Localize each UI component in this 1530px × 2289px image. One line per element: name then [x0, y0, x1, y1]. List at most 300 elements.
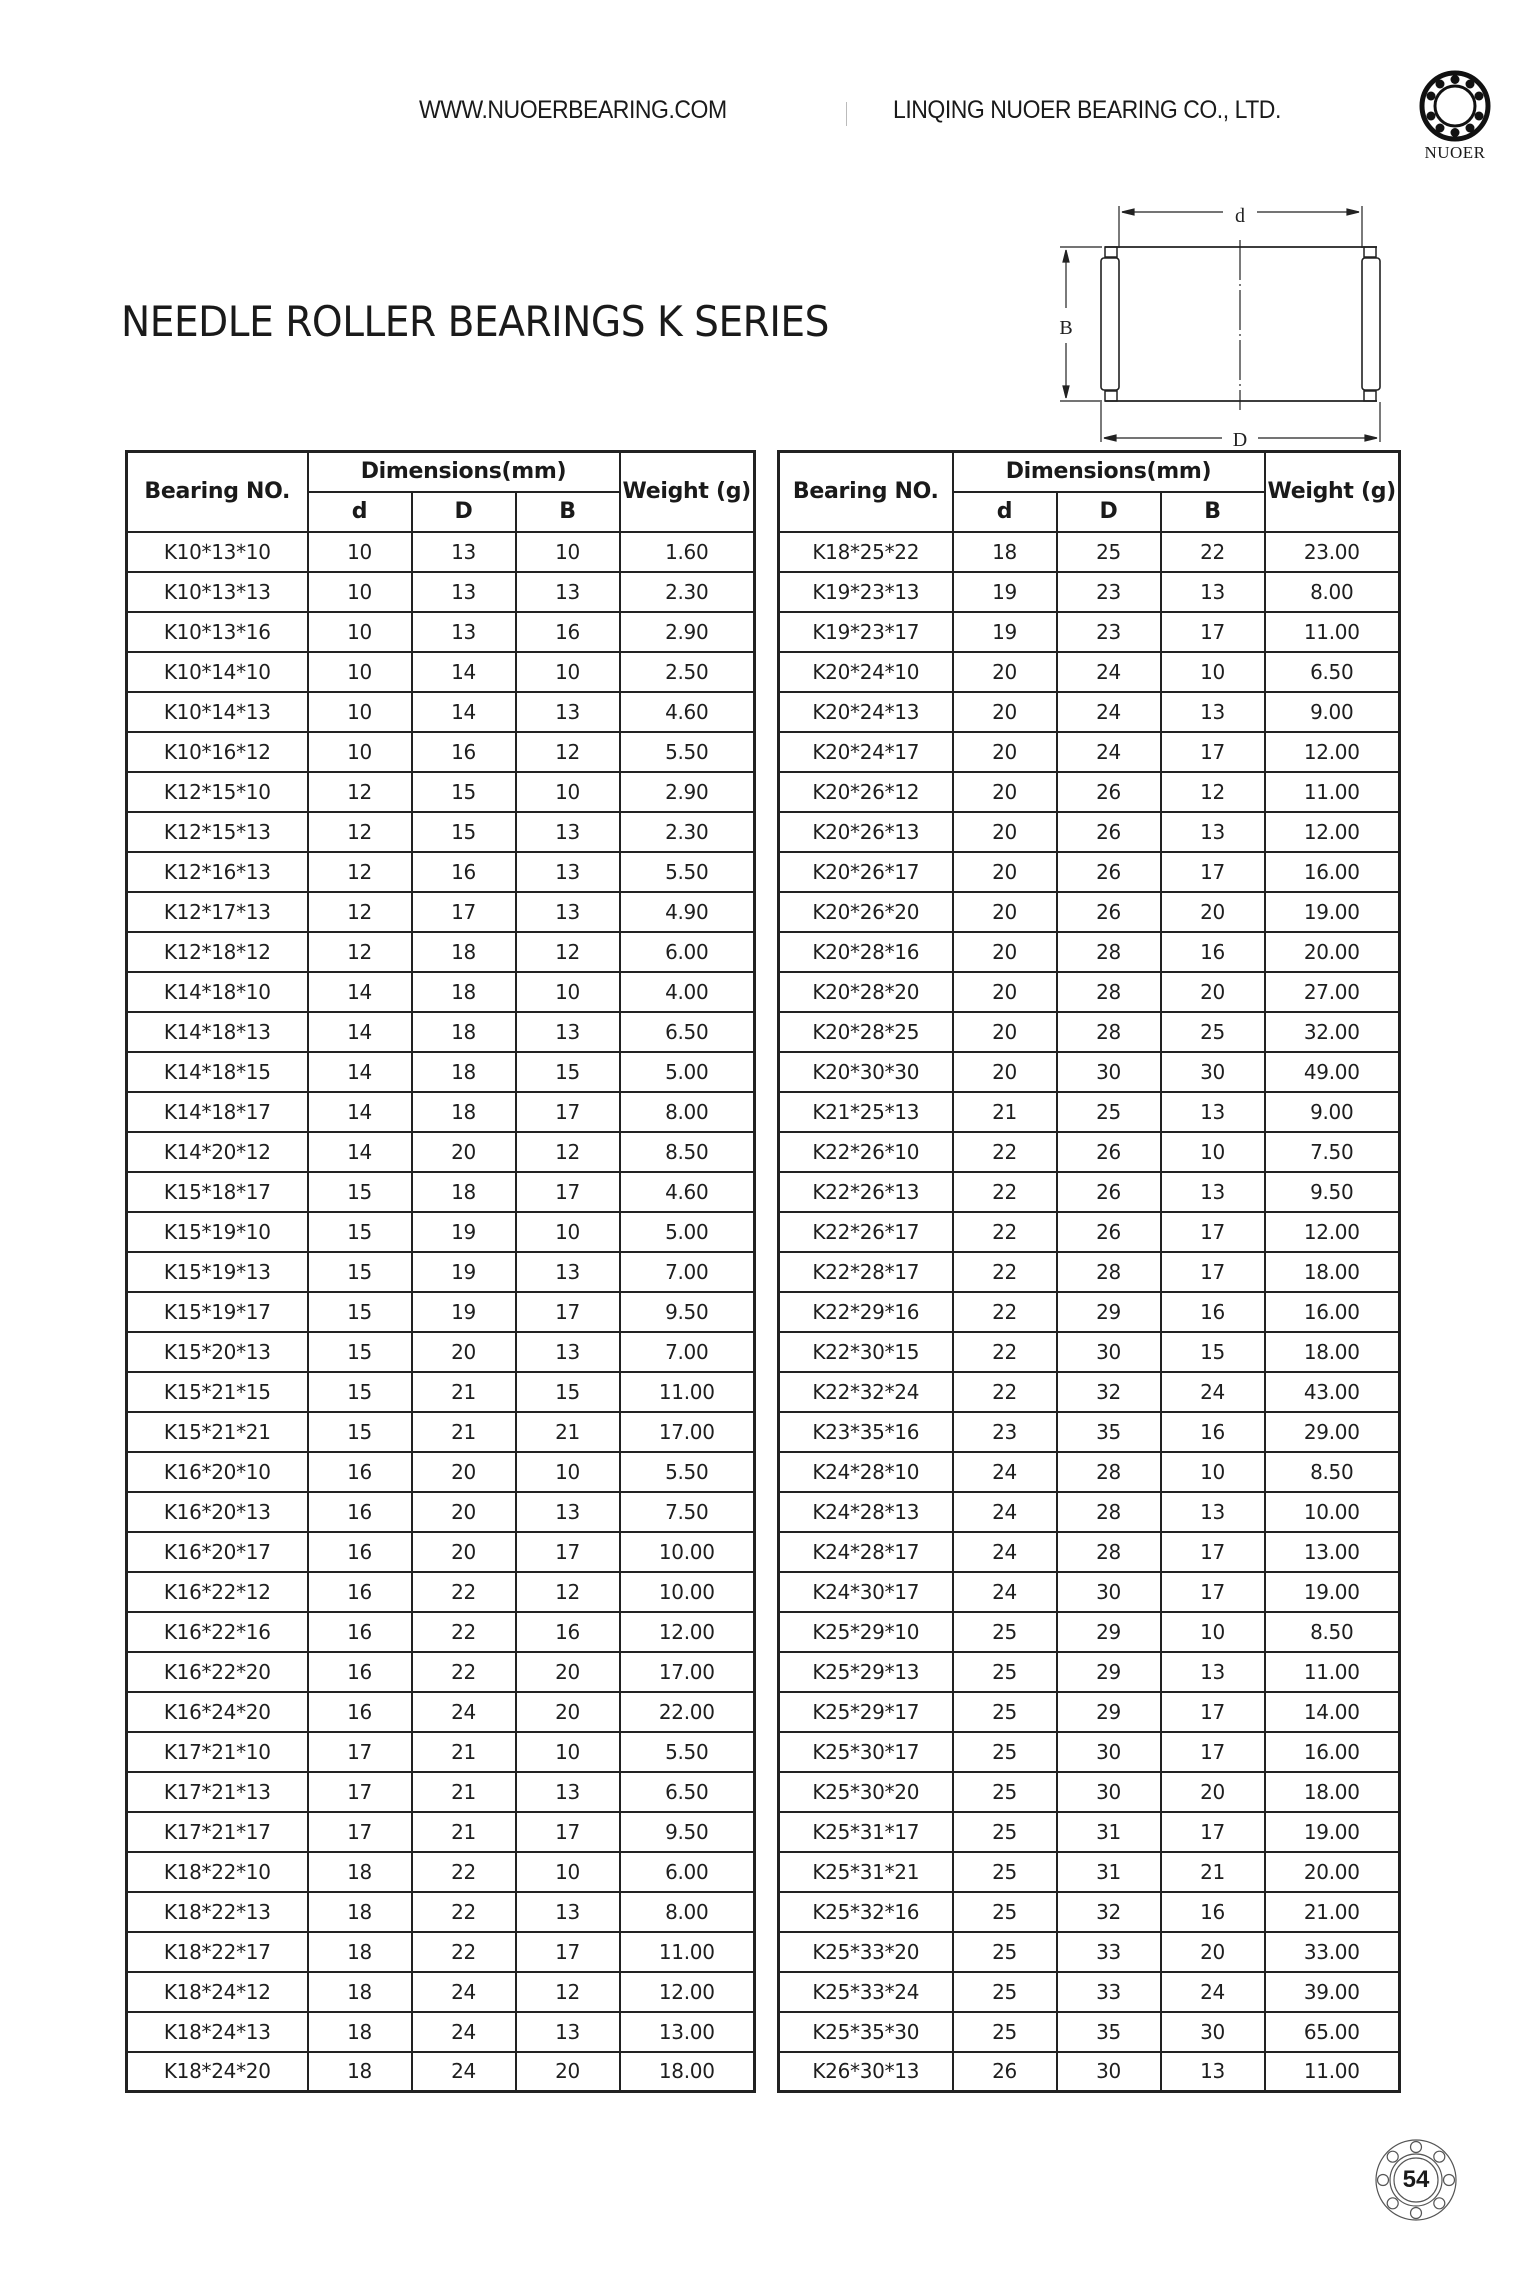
inner-diameter-cell: 16	[308, 1612, 412, 1652]
width-cell: 13	[516, 572, 620, 612]
width-cell: 22	[1161, 532, 1265, 572]
weight-cell: 19.00	[1265, 892, 1400, 932]
table-row	[127, 1212, 755, 1252]
bearing-no-cell: K20*24*13	[779, 692, 953, 732]
bearing-no-cell: K20*30*30	[779, 1052, 953, 1092]
company-name: LINQING NUOER BEARING CO., LTD.	[893, 96, 1281, 124]
outer-diameter-cell: 24	[1057, 652, 1161, 692]
inner-diameter-cell: 10	[308, 732, 412, 772]
header-bearing-no: Bearing NO.	[779, 452, 953, 532]
bearing-no-cell: K25*29*17	[779, 1692, 953, 1732]
table-row	[127, 932, 755, 972]
outer-diameter-cell: 21	[412, 1372, 516, 1412]
bearing-no-cell: K22*28*17	[779, 1252, 953, 1292]
inner-diameter-cell: 25	[953, 1852, 1057, 1892]
weight-cell: 2.30	[620, 812, 755, 852]
header-d: d	[308, 492, 412, 532]
width-cell: 10	[516, 972, 620, 1012]
inner-diameter-cell: 24	[953, 1572, 1057, 1612]
weight-cell: 7.00	[620, 1332, 755, 1372]
inner-diameter-cell: 23	[953, 1412, 1057, 1452]
bearing-no-cell: K20*24*17	[779, 732, 953, 772]
weight-cell: 65.00	[1265, 2012, 1400, 2052]
inner-diameter-cell: 18	[308, 2012, 412, 2052]
bearing-no-cell: K12*15*13	[127, 812, 308, 852]
inner-diameter-cell: 21	[953, 1092, 1057, 1132]
width-cell: 20	[516, 1652, 620, 1692]
outer-diameter-cell: 22	[412, 1932, 516, 1972]
bearing-no-cell: K15*19*13	[127, 1252, 308, 1292]
weight-cell: 12.00	[620, 1612, 755, 1652]
table-row	[779, 1012, 1400, 1052]
outer-diameter-cell: 24	[412, 1692, 516, 1732]
bearing-no-cell: K22*26*13	[779, 1172, 953, 1212]
bearing-no-cell: K18*22*10	[127, 1852, 308, 1892]
table-row	[779, 1052, 1400, 1092]
inner-diameter-cell: 18	[308, 1932, 412, 1972]
inner-diameter-cell: 14	[308, 1132, 412, 1172]
table-row	[127, 1612, 755, 1652]
weight-cell: 9.00	[1265, 692, 1400, 732]
outer-diameter-cell: 20	[412, 1332, 516, 1372]
weight-cell: 8.00	[1265, 572, 1400, 612]
weight-cell: 8.50	[1265, 1612, 1400, 1652]
inner-diameter-cell: 12	[308, 932, 412, 972]
table-row	[127, 732, 755, 772]
header-d: d	[953, 492, 1057, 532]
bearing-no-cell: K25*31*17	[779, 1812, 953, 1852]
inner-diameter-cell: 18	[308, 1852, 412, 1892]
weight-cell: 5.50	[620, 852, 755, 892]
header-bearing-no: Bearing NO.	[127, 452, 308, 532]
table-row	[127, 1852, 755, 1892]
inner-diameter-cell: 25	[953, 1772, 1057, 1812]
header-dimensions: Dimensions(mm)	[308, 452, 620, 492]
inner-diameter-cell: 25	[953, 2012, 1057, 2052]
width-cell: 20	[1161, 1772, 1265, 1812]
page-number: 54	[1402, 2166, 1430, 2193]
outer-diameter-cell: 28	[1057, 1012, 1161, 1052]
width-cell: 17	[516, 1172, 620, 1212]
table-row	[779, 1292, 1400, 1332]
inner-diameter-cell: 18	[308, 2052, 412, 2092]
left-spec-table-container	[125, 450, 756, 2093]
outer-diameter-cell: 30	[1057, 1052, 1161, 1092]
bearing-no-cell: K20*26*12	[779, 772, 953, 812]
weight-cell: 9.50	[620, 1812, 755, 1852]
outer-diameter-cell: 33	[1057, 1972, 1161, 2012]
weight-cell: 12.00	[620, 1972, 755, 2012]
bearing-no-cell: K25*30*20	[779, 1772, 953, 1812]
outer-diameter-cell: 22	[412, 1652, 516, 1692]
width-cell: 10	[516, 1852, 620, 1892]
outer-diameter-cell: 32	[1057, 1892, 1161, 1932]
bearing-no-cell: K26*30*13	[779, 2052, 953, 2092]
outer-diameter-cell: 28	[1057, 932, 1161, 972]
width-cell: 24	[1161, 1972, 1265, 2012]
outer-diameter-cell: 16	[412, 852, 516, 892]
bearing-no-cell: K22*32*24	[779, 1372, 953, 1412]
weight-cell: 11.00	[1265, 2052, 1400, 2092]
width-cell: 13	[516, 1012, 620, 1052]
table-row	[127, 1052, 755, 1092]
inner-diameter-cell: 25	[953, 1612, 1057, 1652]
inner-diameter-cell: 25	[953, 1932, 1057, 1972]
bearing-no-cell: K17*21*13	[127, 1772, 308, 1812]
weight-cell: 5.50	[620, 732, 755, 772]
weight-cell: 9.50	[1265, 1172, 1400, 1212]
header-B: B	[516, 492, 620, 532]
header-D: D	[412, 492, 516, 532]
bearing-no-cell: K22*29*16	[779, 1292, 953, 1332]
weight-cell: 19.00	[1265, 1572, 1400, 1612]
inner-diameter-cell: 14	[308, 1092, 412, 1132]
table-row	[779, 1452, 1400, 1492]
table-row	[779, 1092, 1400, 1132]
outer-diameter-cell: 18	[412, 1172, 516, 1212]
width-cell: 17	[1161, 1812, 1265, 1852]
bearing-no-cell: K12*16*13	[127, 852, 308, 892]
weight-cell: 49.00	[1265, 1052, 1400, 1092]
weight-cell: 4.60	[620, 692, 755, 732]
bearing-no-cell: K24*30*17	[779, 1572, 953, 1612]
bearing-no-cell: K14*18*10	[127, 972, 308, 1012]
bearing-no-cell: K12*18*12	[127, 932, 308, 972]
inner-diameter-cell: 25	[953, 1892, 1057, 1932]
width-cell: 13	[516, 1492, 620, 1532]
bearing-no-cell: K25*29*10	[779, 1612, 953, 1652]
width-cell: 10	[516, 1452, 620, 1492]
width-cell: 12	[516, 1572, 620, 1612]
width-cell: 13	[1161, 1492, 1265, 1532]
table-row	[127, 892, 755, 932]
table-row	[127, 1372, 755, 1412]
width-cell: 13	[516, 1892, 620, 1932]
inner-diameter-cell: 20	[953, 732, 1057, 772]
left-spec-table	[125, 450, 756, 2093]
outer-diameter-cell: 22	[412, 1892, 516, 1932]
table-row	[127, 1532, 755, 1572]
outer-diameter-cell: 28	[1057, 1252, 1161, 1292]
weight-cell: 22.00	[620, 1692, 755, 1732]
weight-cell: 7.50	[620, 1492, 755, 1532]
width-cell: 13	[516, 852, 620, 892]
weight-cell: 8.50	[1265, 1452, 1400, 1492]
page-header	[0, 96, 1530, 136]
bearing-no-cell: K15*19*17	[127, 1292, 308, 1332]
inner-diameter-cell: 17	[308, 1772, 412, 1812]
outer-diameter-cell: 28	[1057, 1452, 1161, 1492]
width-cell: 21	[516, 1412, 620, 1452]
bearing-no-cell: K18*25*22	[779, 532, 953, 572]
width-cell: 13	[516, 2012, 620, 2052]
weight-cell: 16.00	[1265, 1732, 1400, 1772]
inner-diameter-cell: 26	[953, 2052, 1057, 2092]
outer-diameter-cell: 22	[412, 1572, 516, 1612]
inner-diameter-cell: 16	[308, 1532, 412, 1572]
inner-diameter-cell: 25	[953, 1692, 1057, 1732]
bearing-no-cell: K25*33*20	[779, 1932, 953, 1972]
inner-diameter-cell: 24	[953, 1532, 1057, 1572]
outer-diameter-cell: 18	[412, 972, 516, 1012]
weight-cell: 4.60	[620, 1172, 755, 1212]
width-cell: 21	[1161, 1852, 1265, 1892]
bearing-no-cell: K17*21*17	[127, 1812, 308, 1852]
outer-diameter-cell: 35	[1057, 2012, 1161, 2052]
width-cell: 17	[1161, 1212, 1265, 1252]
outer-diameter-cell: 15	[412, 772, 516, 812]
outer-diameter-cell: 26	[1057, 852, 1161, 892]
outer-diameter-cell: 28	[1057, 1492, 1161, 1532]
inner-diameter-cell: 22	[953, 1372, 1057, 1412]
weight-cell: 7.50	[1265, 1132, 1400, 1172]
bearing-no-cell: K18*22*13	[127, 1892, 308, 1932]
diagram-label-d: d	[1235, 205, 1245, 227]
outer-diameter-cell: 19	[412, 1212, 516, 1252]
right-table-body	[779, 532, 1400, 2092]
header-weight: Weight (g)	[1265, 452, 1400, 532]
weight-cell: 18.00	[1265, 1252, 1400, 1292]
inner-diameter-cell: 10	[308, 532, 412, 572]
table-row	[127, 652, 755, 692]
inner-diameter-cell: 22	[953, 1212, 1057, 1252]
width-cell: 10	[516, 652, 620, 692]
table-row	[127, 1412, 755, 1452]
inner-diameter-cell: 15	[308, 1412, 412, 1452]
bearing-no-cell: K24*28*10	[779, 1452, 953, 1492]
weight-cell: 8.50	[620, 1132, 755, 1172]
bearing-no-cell: K18*24*12	[127, 1972, 308, 2012]
width-cell: 16	[1161, 1412, 1265, 1452]
bearing-no-cell: K20*24*10	[779, 652, 953, 692]
weight-cell: 43.00	[1265, 1372, 1400, 1412]
bearing-no-cell: K12*15*10	[127, 772, 308, 812]
outer-diameter-cell: 28	[1057, 1532, 1161, 1572]
width-cell: 12	[1161, 772, 1265, 812]
inner-diameter-cell: 12	[308, 852, 412, 892]
width-cell: 20	[1161, 972, 1265, 1012]
inner-diameter-cell: 17	[308, 1732, 412, 1772]
bearing-no-cell: K22*30*15	[779, 1332, 953, 1372]
weight-cell: 33.00	[1265, 1932, 1400, 1972]
inner-diameter-cell: 20	[953, 932, 1057, 972]
width-cell: 17	[1161, 1572, 1265, 1612]
bearing-no-cell: K10*13*10	[127, 532, 308, 572]
outer-diameter-cell: 15	[412, 812, 516, 852]
table-row	[779, 1372, 1400, 1412]
bearing-no-cell: K25*35*30	[779, 2012, 953, 2052]
outer-diameter-cell: 22	[412, 1852, 516, 1892]
weight-cell: 5.50	[620, 1452, 755, 1492]
table-row	[779, 1812, 1400, 1852]
bearing-no-cell: K25*32*16	[779, 1892, 953, 1932]
width-cell: 13	[1161, 692, 1265, 732]
table-row	[779, 1892, 1400, 1932]
inner-diameter-cell: 14	[308, 1052, 412, 1092]
outer-diameter-cell: 29	[1057, 1652, 1161, 1692]
weight-cell: 16.00	[1265, 852, 1400, 892]
inner-diameter-cell: 24	[953, 1492, 1057, 1532]
outer-diameter-cell: 31	[1057, 1852, 1161, 1892]
bearing-no-cell: K10*14*10	[127, 652, 308, 692]
table-row	[779, 532, 1400, 572]
inner-diameter-cell: 20	[953, 972, 1057, 1012]
weight-cell: 18.00	[1265, 1772, 1400, 1812]
bearing-no-cell: K16*24*20	[127, 1692, 308, 1732]
diagram-label-B: B	[1059, 317, 1073, 339]
diagram-label-D: D	[1232, 429, 1248, 451]
table-row	[127, 1332, 755, 1372]
width-cell: 17	[516, 1092, 620, 1132]
inner-diameter-cell: 19	[953, 612, 1057, 652]
weight-cell: 10.00	[620, 1572, 755, 1612]
width-cell: 12	[516, 932, 620, 972]
outer-diameter-cell: 25	[1057, 1092, 1161, 1132]
inner-diameter-cell: 22	[953, 1292, 1057, 1332]
outer-diameter-cell: 30	[1057, 2052, 1161, 2092]
weight-cell: 14.00	[1265, 1692, 1400, 1732]
width-cell: 20	[1161, 1932, 1265, 1972]
outer-diameter-cell: 18	[412, 1092, 516, 1132]
table-row	[127, 972, 755, 1012]
bearing-no-cell: K20*28*25	[779, 1012, 953, 1052]
weight-cell: 32.00	[1265, 1012, 1400, 1052]
inner-diameter-cell: 20	[953, 1052, 1057, 1092]
width-cell: 13	[516, 1252, 620, 1292]
outer-diameter-cell: 18	[412, 1012, 516, 1052]
outer-diameter-cell: 29	[1057, 1692, 1161, 1732]
weight-cell: 11.00	[1265, 612, 1400, 652]
outer-diameter-cell: 23	[1057, 572, 1161, 612]
outer-diameter-cell: 29	[1057, 1292, 1161, 1332]
width-cell: 10	[516, 1732, 620, 1772]
width-cell: 10	[516, 1212, 620, 1252]
table-row	[779, 1212, 1400, 1252]
table-row	[779, 652, 1400, 692]
table-row	[779, 1652, 1400, 1692]
width-cell: 13	[1161, 1652, 1265, 1692]
width-cell: 10	[516, 772, 620, 812]
outer-diameter-cell: 19	[412, 1252, 516, 1292]
table-row	[127, 1572, 755, 1612]
inner-diameter-cell: 22	[953, 1172, 1057, 1212]
table-row	[779, 1932, 1400, 1972]
bearing-no-cell: K14*20*12	[127, 1132, 308, 1172]
width-cell: 13	[516, 892, 620, 932]
width-cell: 15	[516, 1372, 620, 1412]
inner-diameter-cell: 15	[308, 1292, 412, 1332]
weight-cell: 27.00	[1265, 972, 1400, 1012]
width-cell: 17	[516, 1932, 620, 1972]
weight-cell: 17.00	[620, 1652, 755, 1692]
table-row	[127, 1172, 755, 1212]
width-cell: 16	[516, 612, 620, 652]
weight-cell: 10.00	[1265, 1492, 1400, 1532]
bearing-no-cell: K14*18*17	[127, 1092, 308, 1132]
outer-diameter-cell: 30	[1057, 1772, 1161, 1812]
width-cell: 13	[516, 1332, 620, 1372]
outer-diameter-cell: 22	[412, 1612, 516, 1652]
bearing-no-cell: K18*22*17	[127, 1932, 308, 1972]
table-row	[127, 532, 755, 572]
inner-diameter-cell: 14	[308, 1012, 412, 1052]
outer-diameter-cell: 21	[412, 1812, 516, 1852]
weight-cell: 18.00	[1265, 1332, 1400, 1372]
weight-cell: 6.50	[620, 1012, 755, 1052]
outer-diameter-cell: 26	[1057, 1212, 1161, 1252]
weight-cell: 13.00	[620, 2012, 755, 2052]
bearing-no-cell: K16*20*13	[127, 1492, 308, 1532]
weight-cell: 6.50	[620, 1772, 755, 1812]
bearing-no-cell: K17*21*10	[127, 1732, 308, 1772]
outer-diameter-cell: 32	[1057, 1372, 1161, 1412]
width-cell: 13	[1161, 812, 1265, 852]
weight-cell: 12.00	[1265, 812, 1400, 852]
weight-cell: 5.50	[620, 1732, 755, 1772]
header-divider	[846, 102, 847, 126]
table-row	[127, 1772, 755, 1812]
weight-cell: 21.00	[1265, 1892, 1400, 1932]
header-weight: Weight (g)	[620, 452, 755, 532]
table-row	[779, 692, 1400, 732]
table-row	[127, 2012, 755, 2052]
width-cell: 15	[516, 1052, 620, 1092]
width-cell: 25	[1161, 1012, 1265, 1052]
outer-diameter-cell: 21	[412, 1732, 516, 1772]
weight-cell: 1.60	[620, 532, 755, 572]
header-B: B	[1161, 492, 1265, 532]
weight-cell: 12.00	[1265, 1212, 1400, 1252]
inner-diameter-cell: 20	[953, 652, 1057, 692]
bearing-no-cell: K19*23*17	[779, 612, 953, 652]
inner-diameter-cell: 15	[308, 1252, 412, 1292]
outer-diameter-cell: 20	[412, 1452, 516, 1492]
table-row	[779, 932, 1400, 972]
weight-cell: 17.00	[620, 1412, 755, 1452]
outer-diameter-cell: 35	[1057, 1412, 1161, 1452]
bearing-no-cell: K15*19*10	[127, 1212, 308, 1252]
table-row	[127, 2052, 755, 2092]
outer-diameter-cell: 13	[412, 532, 516, 572]
bearing-no-cell: K20*26*13	[779, 812, 953, 852]
table-row	[127, 572, 755, 612]
weight-cell: 7.00	[620, 1252, 755, 1292]
weight-cell: 11.00	[620, 1372, 755, 1412]
width-cell: 17	[1161, 852, 1265, 892]
outer-diameter-cell: 30	[1057, 1332, 1161, 1372]
bearing-no-cell: K16*22*12	[127, 1572, 308, 1612]
bearing-no-cell: K14*18*15	[127, 1052, 308, 1092]
width-cell: 17	[1161, 1532, 1265, 1572]
table-row	[127, 852, 755, 892]
weight-cell: 6.00	[620, 1852, 755, 1892]
weight-cell: 9.00	[1265, 1092, 1400, 1132]
bearing-no-cell: K15*21*15	[127, 1372, 308, 1412]
page-title: NEEDLE ROLLER BEARINGS K SERIES	[121, 297, 829, 346]
table-row	[127, 1132, 755, 1172]
outer-diameter-cell: 24	[1057, 732, 1161, 772]
weight-cell: 6.50	[1265, 652, 1400, 692]
weight-cell: 11.00	[1265, 1652, 1400, 1692]
table-row	[127, 1972, 755, 2012]
outer-diameter-cell: 26	[1057, 892, 1161, 932]
bearing-no-cell: K16*22*16	[127, 1612, 308, 1652]
inner-diameter-cell: 16	[308, 1492, 412, 1532]
inner-diameter-cell: 20	[953, 892, 1057, 932]
weight-cell: 39.00	[1265, 1972, 1400, 2012]
table-row	[127, 1092, 755, 1132]
width-cell: 13	[1161, 1092, 1265, 1132]
